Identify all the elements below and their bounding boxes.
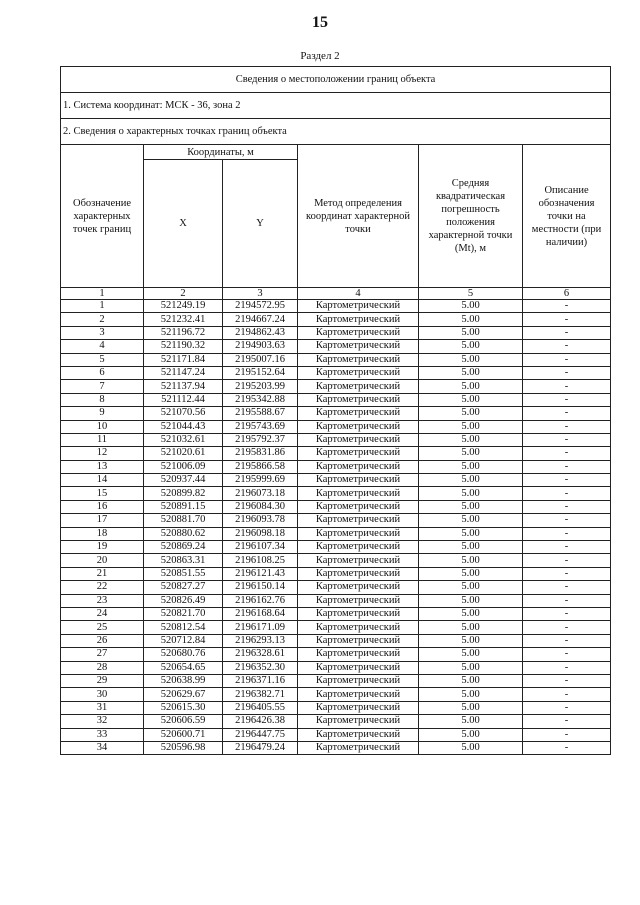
table-title: Сведения о местоположении границ объекта <box>61 67 611 93</box>
table-row <box>61 447 611 460</box>
page-number: 15 <box>312 14 328 31</box>
y-coordinate-cell: 2196352.30 <box>223 661 298 674</box>
x-coordinate-cell: 520869.24 <box>144 541 223 554</box>
error-cell: 5.00 <box>419 688 523 701</box>
description-cell: - <box>523 621 611 634</box>
table-row <box>61 621 611 634</box>
error-cell: 5.00 <box>419 634 523 647</box>
y-coordinate-cell: 2194667.24 <box>223 313 298 326</box>
error-cell: 5.00 <box>419 715 523 728</box>
method-cell: Картометрический <box>298 407 419 420</box>
method-cell: Картометрический <box>298 326 419 339</box>
error-cell: 5.00 <box>419 594 523 607</box>
y-coordinate-cell: 2195588.67 <box>223 407 298 420</box>
x-coordinate-cell: 520638.99 <box>144 674 223 687</box>
table-row <box>61 541 611 554</box>
error-cell: 5.00 <box>419 554 523 567</box>
x-coordinate-cell: 520881.70 <box>144 514 223 527</box>
point-number-cell: 5 <box>61 353 144 366</box>
y-coordinate-cell: 2195792.37 <box>223 433 298 446</box>
point-number-cell: 15 <box>61 487 144 500</box>
point-number-cell: 8 <box>61 393 144 406</box>
y-coordinate-cell: 2196084.30 <box>223 500 298 513</box>
x-coordinate-cell: 521112.44 <box>144 393 223 406</box>
header-description: Описание обозначения точки на местности (при наличии) <box>523 145 611 288</box>
method-cell: Картометрический <box>298 313 419 326</box>
table-row <box>61 380 611 393</box>
method-cell: Картометрический <box>298 621 419 634</box>
x-coordinate-cell: 520629.67 <box>144 688 223 701</box>
table-body <box>61 300 611 755</box>
description-cell: - <box>523 594 611 607</box>
y-coordinate-cell: 2195866.58 <box>223 460 298 473</box>
method-cell: Картометрический <box>298 474 419 487</box>
table-row <box>61 326 611 339</box>
column-number: 5 <box>419 288 523 300</box>
y-coordinate-cell: 2196121.43 <box>223 567 298 580</box>
error-cell: 5.00 <box>419 514 523 527</box>
point-number-cell: 27 <box>61 648 144 661</box>
x-coordinate-cell: 521070.56 <box>144 407 223 420</box>
error-cell: 5.00 <box>419 447 523 460</box>
y-coordinate-cell: 2196098.18 <box>223 527 298 540</box>
description-cell: - <box>523 648 611 661</box>
error-cell: 5.00 <box>419 353 523 366</box>
y-coordinate-cell: 2195203.99 <box>223 380 298 393</box>
x-coordinate-cell: 520812.54 <box>144 621 223 634</box>
method-cell: Картометрический <box>298 567 419 580</box>
table-row <box>61 607 611 620</box>
description-cell: - <box>523 460 611 473</box>
point-number-cell: 19 <box>61 541 144 554</box>
y-coordinate-cell: 2196171.09 <box>223 621 298 634</box>
method-cell: Картометрический <box>298 340 419 353</box>
error-cell: 5.00 <box>419 621 523 634</box>
description-cell: - <box>523 300 611 313</box>
description-cell: - <box>523 393 611 406</box>
point-number-cell: 25 <box>61 621 144 634</box>
x-coordinate-cell: 520600.71 <box>144 728 223 741</box>
error-cell: 5.00 <box>419 300 523 313</box>
y-coordinate-cell: 2196382.71 <box>223 688 298 701</box>
column-numbers-row <box>61 288 611 300</box>
method-cell: Картометрический <box>298 500 419 513</box>
error-cell: 5.00 <box>419 500 523 513</box>
table-row <box>61 527 611 540</box>
error-cell: 5.00 <box>419 728 523 741</box>
point-number-cell: 16 <box>61 500 144 513</box>
method-cell: Картометрический <box>298 380 419 393</box>
description-cell: - <box>523 514 611 527</box>
header-y: Y <box>223 160 298 288</box>
y-coordinate-cell: 2196162.76 <box>223 594 298 607</box>
description-cell: - <box>523 688 611 701</box>
description-cell: - <box>523 541 611 554</box>
table-row <box>61 433 611 446</box>
method-cell: Картометрический <box>298 701 419 714</box>
method-cell: Картометрический <box>298 728 419 741</box>
x-coordinate-cell: 520899.82 <box>144 487 223 500</box>
description-cell: - <box>523 554 611 567</box>
description-cell: - <box>523 353 611 366</box>
x-coordinate-cell: 521032.61 <box>144 433 223 446</box>
point-number-cell: 23 <box>61 594 144 607</box>
x-coordinate-cell: 520712.84 <box>144 634 223 647</box>
description-cell: - <box>523 474 611 487</box>
point-number-cell: 12 <box>61 447 144 460</box>
x-coordinate-cell: 521196.72 <box>144 326 223 339</box>
point-number-cell: 21 <box>61 567 144 580</box>
x-coordinate-cell: 520596.98 <box>144 741 223 754</box>
error-cell: 5.00 <box>419 648 523 661</box>
description-cell: - <box>523 634 611 647</box>
error-cell: 5.00 <box>419 567 523 580</box>
method-cell: Картометрический <box>298 487 419 500</box>
x-coordinate-cell: 520851.55 <box>144 567 223 580</box>
description-cell: - <box>523 607 611 620</box>
table-row <box>61 340 611 353</box>
description-cell: - <box>523 447 611 460</box>
table-row <box>61 567 611 580</box>
error-cell: 5.00 <box>419 474 523 487</box>
point-number-cell: 1 <box>61 300 144 313</box>
y-coordinate-cell: 2196426.38 <box>223 715 298 728</box>
description-cell: - <box>523 500 611 513</box>
y-coordinate-cell: 2196293.13 <box>223 634 298 647</box>
x-coordinate-cell: 520880.62 <box>144 527 223 540</box>
table-row <box>61 300 611 313</box>
table-row <box>61 715 611 728</box>
table-row <box>61 514 611 527</box>
table-row <box>61 728 611 741</box>
description-cell: - <box>523 366 611 379</box>
method-cell: Картометрический <box>298 648 419 661</box>
method-cell: Картометрический <box>298 634 419 647</box>
method-cell: Картометрический <box>298 688 419 701</box>
table-row <box>61 701 611 714</box>
method-cell: Картометрический <box>298 366 419 379</box>
column-number: 6 <box>523 288 611 300</box>
point-number-cell: 29 <box>61 674 144 687</box>
table-row <box>61 474 611 487</box>
table-row <box>61 353 611 366</box>
description-cell: - <box>523 420 611 433</box>
error-cell: 5.00 <box>419 701 523 714</box>
column-number: 4 <box>298 288 419 300</box>
point-number-cell: 7 <box>61 380 144 393</box>
error-cell: 5.00 <box>419 366 523 379</box>
error-cell: 5.00 <box>419 581 523 594</box>
table-row <box>61 500 611 513</box>
column-number: 1 <box>61 288 144 300</box>
error-cell: 5.00 <box>419 674 523 687</box>
description-cell: - <box>523 674 611 687</box>
table-row <box>61 393 611 406</box>
column-number: 3 <box>223 288 298 300</box>
x-coordinate-cell: 520615.30 <box>144 701 223 714</box>
header-method: Метод определения координат характерной точки <box>298 145 419 288</box>
description-cell: - <box>523 527 611 540</box>
y-coordinate-cell: 2196107.34 <box>223 541 298 554</box>
table-row <box>61 674 611 687</box>
table-row <box>61 581 611 594</box>
table-row <box>61 487 611 500</box>
method-cell: Картометрический <box>298 554 419 567</box>
table-row <box>61 366 611 379</box>
method-cell: Картометрический <box>298 607 419 620</box>
table-row <box>61 661 611 674</box>
method-cell: Картометрический <box>298 581 419 594</box>
method-cell: Картометрический <box>298 447 419 460</box>
x-coordinate-cell: 520821.70 <box>144 607 223 620</box>
table-row <box>61 741 611 754</box>
table-row <box>61 313 611 326</box>
error-cell: 5.00 <box>419 607 523 620</box>
description-cell: - <box>523 407 611 420</box>
y-coordinate-cell: 2196479.24 <box>223 741 298 754</box>
method-cell: Картометрический <box>298 674 419 687</box>
y-coordinate-cell: 2196405.55 <box>223 701 298 714</box>
point-number-cell: 33 <box>61 728 144 741</box>
y-coordinate-cell: 2195743.69 <box>223 420 298 433</box>
points-caption: 2. Сведения о характерных точках границ объекта <box>61 119 611 145</box>
point-number-cell: 6 <box>61 366 144 379</box>
method-cell: Картометрический <box>298 527 419 540</box>
point-number-cell: 30 <box>61 688 144 701</box>
y-coordinate-cell: 2196328.61 <box>223 648 298 661</box>
table-row <box>61 420 611 433</box>
point-number-cell: 9 <box>61 407 144 420</box>
point-number-cell: 32 <box>61 715 144 728</box>
y-coordinate-cell: 2196447.75 <box>223 728 298 741</box>
error-cell: 5.00 <box>419 661 523 674</box>
error-cell: 5.00 <box>419 326 523 339</box>
y-coordinate-cell: 2194572.95 <box>223 300 298 313</box>
description-cell: - <box>523 581 611 594</box>
point-number-cell: 26 <box>61 634 144 647</box>
x-coordinate-cell: 521020.61 <box>144 447 223 460</box>
table-row <box>61 407 611 420</box>
y-coordinate-cell: 2196093.78 <box>223 514 298 527</box>
boundary-points-table <box>60 66 611 755</box>
method-cell: Картометрический <box>298 433 419 446</box>
description-cell: - <box>523 741 611 754</box>
x-coordinate-cell: 520680.76 <box>144 648 223 661</box>
point-number-cell: 3 <box>61 326 144 339</box>
method-cell: Картометрический <box>298 715 419 728</box>
point-number-cell: 14 <box>61 474 144 487</box>
x-coordinate-cell: 521137.94 <box>144 380 223 393</box>
description-cell: - <box>523 567 611 580</box>
x-coordinate-cell: 521232.41 <box>144 313 223 326</box>
point-number-cell: 34 <box>61 741 144 754</box>
method-cell: Картометрический <box>298 541 419 554</box>
header-coordinates: Координаты, м <box>144 145 298 160</box>
y-coordinate-cell: 2195342.88 <box>223 393 298 406</box>
x-coordinate-cell: 520937.44 <box>144 474 223 487</box>
description-cell: - <box>523 661 611 674</box>
description-cell: - <box>523 728 611 741</box>
header-x: X <box>144 160 223 288</box>
x-coordinate-cell: 521171.84 <box>144 353 223 366</box>
description-cell: - <box>523 715 611 728</box>
y-coordinate-cell: 2194903.63 <box>223 340 298 353</box>
method-cell: Картометрический <box>298 460 419 473</box>
error-cell: 5.00 <box>419 433 523 446</box>
x-coordinate-cell: 520827.27 <box>144 581 223 594</box>
x-coordinate-cell: 520654.65 <box>144 661 223 674</box>
table-row <box>61 594 611 607</box>
x-coordinate-cell: 520891.15 <box>144 500 223 513</box>
x-coordinate-cell: 521190.32 <box>144 340 223 353</box>
y-coordinate-cell: 2195831.86 <box>223 447 298 460</box>
x-coordinate-cell: 520606.59 <box>144 715 223 728</box>
y-coordinate-cell: 2195152.64 <box>223 366 298 379</box>
error-cell: 5.00 <box>419 393 523 406</box>
error-cell: 5.00 <box>419 420 523 433</box>
table-row <box>61 554 611 567</box>
point-number-cell: 4 <box>61 340 144 353</box>
y-coordinate-cell: 2195007.16 <box>223 353 298 366</box>
error-cell: 5.00 <box>419 313 523 326</box>
table-row <box>61 634 611 647</box>
y-coordinate-cell: 2196073.18 <box>223 487 298 500</box>
y-coordinate-cell: 2196108.25 <box>223 554 298 567</box>
point-number-cell: 20 <box>61 554 144 567</box>
method-cell: Картометрический <box>298 300 419 313</box>
method-cell: Картометрический <box>298 594 419 607</box>
error-cell: 5.00 <box>419 741 523 754</box>
point-number-cell: 17 <box>61 514 144 527</box>
description-cell: - <box>523 326 611 339</box>
x-coordinate-cell: 520863.31 <box>144 554 223 567</box>
table-row <box>61 460 611 473</box>
error-cell: 5.00 <box>419 460 523 473</box>
table-row <box>61 648 611 661</box>
point-number-cell: 2 <box>61 313 144 326</box>
x-coordinate-cell: 520826.49 <box>144 594 223 607</box>
y-coordinate-cell: 2196168.64 <box>223 607 298 620</box>
coordinate-system: 1. Система координат: МСК - 36, зона 2 <box>61 93 611 119</box>
point-number-cell: 11 <box>61 433 144 446</box>
x-coordinate-cell: 521249.19 <box>144 300 223 313</box>
error-cell: 5.00 <box>419 340 523 353</box>
header-error: Средняя квадратическая погрешность положения характерной точки (Mt), м <box>419 145 523 288</box>
error-cell: 5.00 <box>419 407 523 420</box>
error-cell: 5.00 <box>419 487 523 500</box>
method-cell: Картометрический <box>298 353 419 366</box>
description-cell: - <box>523 487 611 500</box>
point-number-cell: 24 <box>61 607 144 620</box>
header-point-label: Обозначение характерных точек границ <box>61 145 144 288</box>
x-coordinate-cell: 521147.24 <box>144 366 223 379</box>
method-cell: Картометрический <box>298 741 419 754</box>
error-cell: 5.00 <box>419 527 523 540</box>
section-label: Раздел 2 <box>300 50 340 62</box>
error-cell: 5.00 <box>419 380 523 393</box>
description-cell: - <box>523 433 611 446</box>
point-number-cell: 22 <box>61 581 144 594</box>
description-cell: - <box>523 380 611 393</box>
x-coordinate-cell: 521044.43 <box>144 420 223 433</box>
point-number-cell: 18 <box>61 527 144 540</box>
point-number-cell: 28 <box>61 661 144 674</box>
method-cell: Картометрический <box>298 420 419 433</box>
y-coordinate-cell: 2196371.16 <box>223 674 298 687</box>
column-number: 2 <box>144 288 223 300</box>
y-coordinate-cell: 2194862.43 <box>223 326 298 339</box>
x-coordinate-cell: 521006.09 <box>144 460 223 473</box>
y-coordinate-cell: 2196150.14 <box>223 581 298 594</box>
point-number-cell: 13 <box>61 460 144 473</box>
table-row <box>61 688 611 701</box>
method-cell: Картометрический <box>298 661 419 674</box>
point-number-cell: 10 <box>61 420 144 433</box>
description-cell: - <box>523 313 611 326</box>
description-cell: - <box>523 340 611 353</box>
method-cell: Картометрический <box>298 514 419 527</box>
point-number-cell: 31 <box>61 701 144 714</box>
description-cell: - <box>523 701 611 714</box>
method-cell: Картометрический <box>298 393 419 406</box>
error-cell: 5.00 <box>419 541 523 554</box>
y-coordinate-cell: 2195999.69 <box>223 474 298 487</box>
